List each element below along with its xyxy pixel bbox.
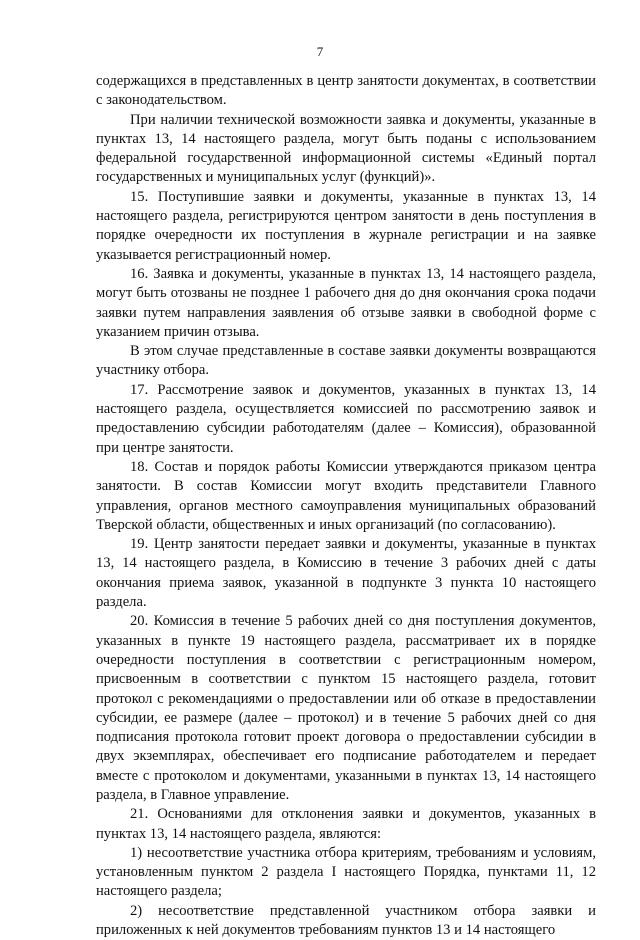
paragraph-20: 20. Комиссия в течение 5 рабочих дней со дня поступления документов, указанных в пункте 19 настоящего раздела, рассматривает их в порядке очередности поступления в соответствии с регистрационным номером, присвоенным в соответствии с пунктом 15 настоящего раздела, готовит протокол с рекомендациями о предоставлении или об отказе в предоставлении субсидии, ее размере (далее – протокол) и в течение 5 рабочих дней со дня подписания протокола готовит проект договора о предоставлении субсидии в двух экземплярах, обеспечивает его подписание работодателем и передает вместе с протоколом и документами, указанными в пунктах 13, 14 настоящего раздела, в Главное управление. [96,613,596,803]
paragraph-21-item-1: 1) несоответствие участника отбора критериям, требованиям и условиям, установленным пунктом 2 раздела I настоящего Порядка, пунктами 11, 12 настоящего раздела; [96,844,596,900]
paragraph-15: 15. Поступившие заявки и документы, указанные в пунктах 13, 14 настоящего раздела, регистрируются центром занятости в день поступления в порядке очередности их поступления в журнале регистрации и на заявке указывается регистрационный номер. [96,188,596,263]
page-number: 7 [316,44,324,59]
paragraph-16: 16. Заявка и документы, указанные в пунктах 13, 14 настоящего раздела, могут быть отозваны не позднее 1 рабочего дня до дня окончания срока подачи заявки путем направления заявления об отзыве заявки в свободной форме с указанием причин отзыва. [96,265,596,340]
paragraph-electronic-submission: При наличии технической возможности заявка и документы, указанные в пунктах 13, 14 настоящего раздела, могут быть поданы с использованием федеральной государственной информационной системы «Единый портал государственных и муниципальных услуг (функций)». [96,111,596,186]
paragraph-17: 17. Рассмотрение заявок и документов, указанных в пунктах 13, 14 настоящего раздела, осуществляется комиссией по рассмотрению заявок и предоставлению субсидии работодателям (далее – Комиссия), образованной при центре занятости. [96,381,596,456]
paragraph-21-item-2: 2) несоответствие представленной участником отбора заявки и приложенных к ней документов требованиям пунктов 13 и 14 настоящего [96,902,596,939]
document-body [96,72,596,940]
paragraph-18: 18. Состав и порядок работы Комиссии утверждаются приказом центра занятости. В состав Комиссии могут входить представители Главного управления, органов местного самоуправления муниципальных образований Тверской области, общественных и иных организаций (по согласованию). [96,458,596,533]
paragraph-19: 19. Центр занятости передает заявки и документы, указанные в пунктах 13, 14 настоящего раздела, в Комиссию в течение 3 рабочих дней с даты окончания приема заявок, указанной в подпункте 3 пункта 10 настоящего раздела. [96,536,596,611]
paragraph-16-return: В этом случае представленные в составе заявки документы возвращаются участнику отбора. [96,343,596,379]
paragraph-continuation: содержащихся в представленных в центр занятости документах, в соответствии с законодательством. [96,73,596,109]
paragraph-21: 21. Основаниями для отклонения заявки и документов, указанных в пунктах 13, 14 настоящего раздела, являются: [96,806,596,842]
